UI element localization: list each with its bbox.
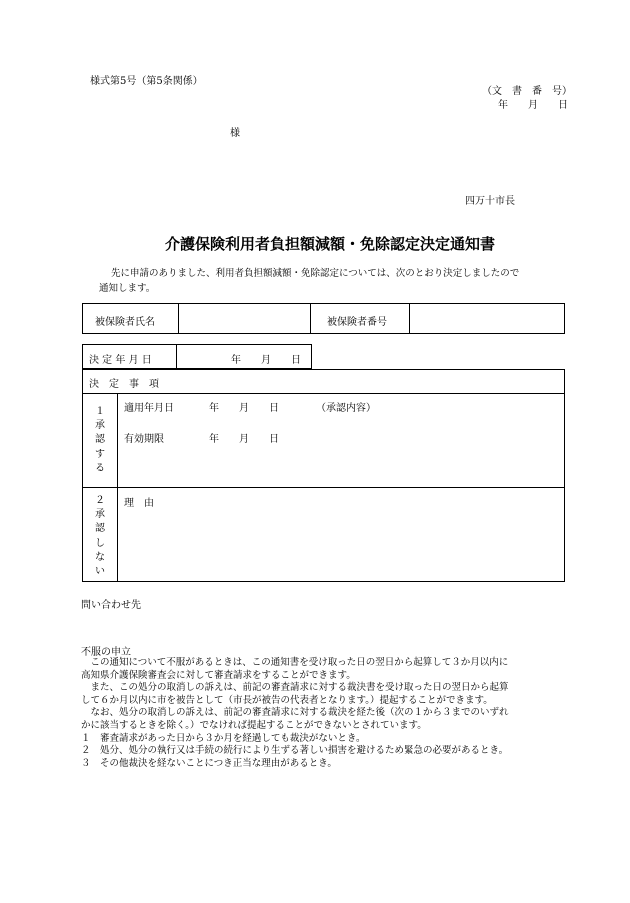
apply-date-label: 適用年月日 [124, 403, 174, 414]
appeal-line: かに該当するときを除く。）でなければ提起することができないとされています。 [81, 719, 427, 731]
appeal-line: 高知県介護保険審査会に対して審査請求をすることができます。 [81, 669, 356, 681]
appeal-line: なお、処分の取消しの訴えは、前記の審査請求に対する裁決を経た後（次の１から３までのいずれ [81, 707, 509, 719]
decision-table [82, 369, 565, 582]
reason-label: 理 由 [124, 498, 154, 509]
apply-date-value: 年 月 日 [209, 403, 279, 414]
intro-line-2: 通知します。 [99, 283, 156, 294]
appeal-line: ２ 処分、処分の執行又は手続の続行により生ずる著しい損害を避けるため緊急の必要があるとき。 [81, 745, 509, 757]
decision-date-table [82, 344, 312, 369]
appeal-line: ３ その他裁決を経ないことにつき正当な理由があるとき。 [81, 757, 337, 769]
insured-info-table [82, 303, 565, 334]
form-number: 様式第5号（第5条関係） [90, 76, 203, 87]
valid-period-value: 年 月 日 [209, 434, 279, 445]
intro-line-1: 先に申請のありました、利用者負担額減額・免除認定については、次のとおり決定しましたので [111, 268, 520, 279]
issue-date: 年 月 日 [498, 100, 568, 111]
reject-vertical-label: ２承認しない [95, 495, 105, 578]
insured-name-label: 被保険者氏名 [95, 317, 155, 328]
document-number: （文 書 番 号） [482, 86, 572, 97]
appeal-line: また、この処分の取消しの訴えは、前記の審査請求に対する裁決書を受け取った日の翌日から起算 [81, 682, 509, 694]
approve-vertical-label: １承認する [95, 406, 105, 474]
addressee-suffix: 様 [230, 128, 240, 139]
contact-label: 問い合わせ先 [81, 600, 141, 611]
page-title: 介護保険利用者負担額減額・免除認定決定通知書 [165, 235, 496, 253]
appeal-heading: 不服の申立 [81, 647, 131, 658]
appeal-line: この通知について不服があるときは、この通知書を受け取った日の翌日から起算して３か月以内に [81, 657, 509, 668]
decision-date-label: 決 定 年 月 日 [89, 355, 152, 366]
valid-period-label: 有効期限 [124, 434, 164, 445]
approved-content-label: （承認内容） [316, 403, 376, 414]
decision-header: 決 定 事 項 [89, 379, 159, 390]
decision-date-value: 年 月 日 [231, 355, 301, 366]
appeal-line: して６か月以内に市を被告として（市長が被告の代表者となります。）提起することができます。 [81, 694, 493, 706]
appeal-line: １ 審査請求があった日から３か月を経過しても裁決がないとき。 [81, 732, 366, 744]
appeal-text [81, 657, 509, 770]
insured-number-label: 被保険者番号 [327, 317, 387, 328]
issuer-name: 四万十市長 [465, 196, 515, 207]
